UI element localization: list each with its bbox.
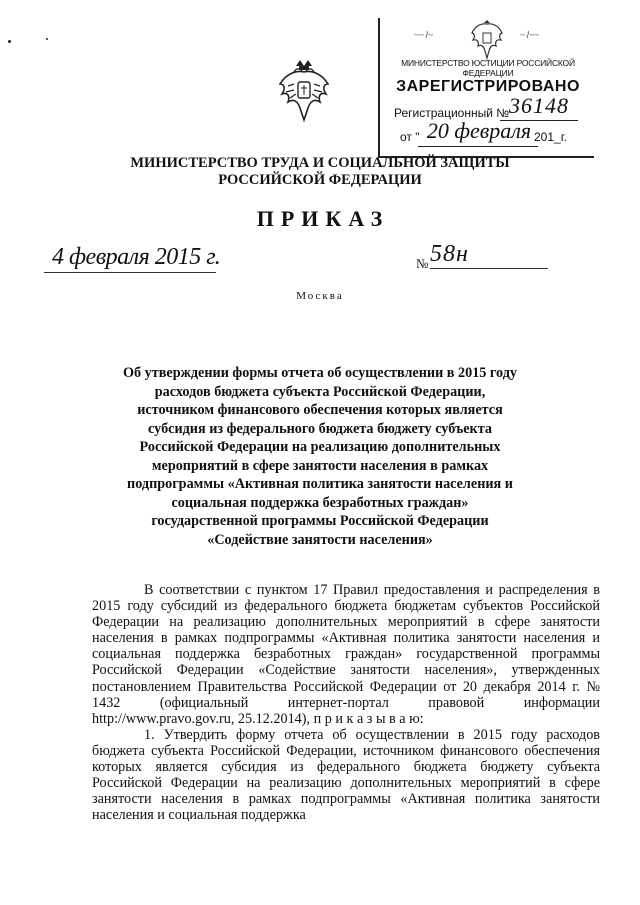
- stamp-underline: [418, 146, 538, 147]
- stamp-date-prefix: от ": [400, 130, 420, 144]
- stamp-signature-mark: ~⌇~~: [520, 30, 540, 40]
- stamp-emblem: [470, 20, 504, 60]
- ministry-line-1: МИНИСТЕРСТВО ТРУДА И СОЦИАЛЬНОЙ ЗАЩИТЫ: [130, 155, 510, 171]
- stamp-reg-number: 36148: [509, 93, 569, 118]
- body-paragraph: 1. Утвердить форму отчета об осуществлении в 2015 году расходов бюджета субъекта Российской Федерации, источником финансового обеспечения которых является субсидия из федерального бюджета бюджету субъекта Российской Федерации на реализацию дополнительных мероприятий в сфере занятости населения в рамках подпрограммы «Активная политика занятости населения и социальная поддержка: [92, 726, 600, 824]
- stamp-registered-title: ЗАРЕГИСТРИРОВАНО: [396, 78, 580, 95]
- scan-speck: [8, 40, 11, 43]
- coat-of-arms-emblem: [278, 58, 330, 124]
- document-type-heading: ПРИКАЗ: [256, 206, 390, 231]
- stamp-date-handwritten: 20 февраля: [426, 118, 532, 143]
- document-title: Об утверждении формы отчета об осуществлении в 2015 году расходов бюджета субъекта Российской Федерации, источником финансового обеспечения которых является субсидия из федерального бюджета бюджету субъекта Российской Федерации на реализацию дополнительных мероприятий в сфере занятости населения в рамках подпрограммы «Активная политика занятости населения и социальная поддержка безработных граждан» государственной программы Российской Федерации «Содействие занятости населения»: [123, 365, 517, 548]
- order-number-handwritten: 58н: [430, 241, 469, 267]
- city-label: Москва: [296, 290, 344, 302]
- document-body: [92, 582, 600, 823]
- body-paragraph: В соответствии с пунктом 17 Правил предоставления и распределения в 2015 году субсидий из федерального бюджета бюджетам субъектов Российской Федерации на реализацию дополнительных мероприятий в сфере занятости населения в рамках подпрограммы «Активная политика занятости населения и социальная поддержка безработных граждан» государственной программы Российской Федерации «Содействие занятости населения», утвержденных постановлением Правительства Российской Федерации от 20 декабря 2014 г. № 1432 (официальный интернет-портал правовой информации http://www.pravo.gov.ru, 25.12.2014), п р и к а з ы в а ю:: [92, 582, 600, 727]
- date-underline: [44, 272, 216, 273]
- order-number-label: №: [416, 256, 429, 271]
- stamp-signature-mark: ~~⌇~: [414, 30, 434, 40]
- order-date-handwritten: 4 февраля 2015 г.: [52, 244, 221, 270]
- stamp-year-suffix: 201_г.: [534, 130, 567, 144]
- ministry-header: [0, 155, 640, 189]
- scan-speck: [46, 38, 48, 40]
- stamp-ministry-text: МИНИСТЕРСТВО ЮСТИЦИИ РОССИЙСКОЙ ФЕДЕРАЦИИ: [401, 58, 575, 78]
- number-underline: [430, 268, 548, 269]
- ministry-line-2: РОССИЙСКОЙ ФЕДЕРАЦИИ: [218, 172, 422, 188]
- stamp-reg-label: Регистрационный №: [394, 106, 510, 120]
